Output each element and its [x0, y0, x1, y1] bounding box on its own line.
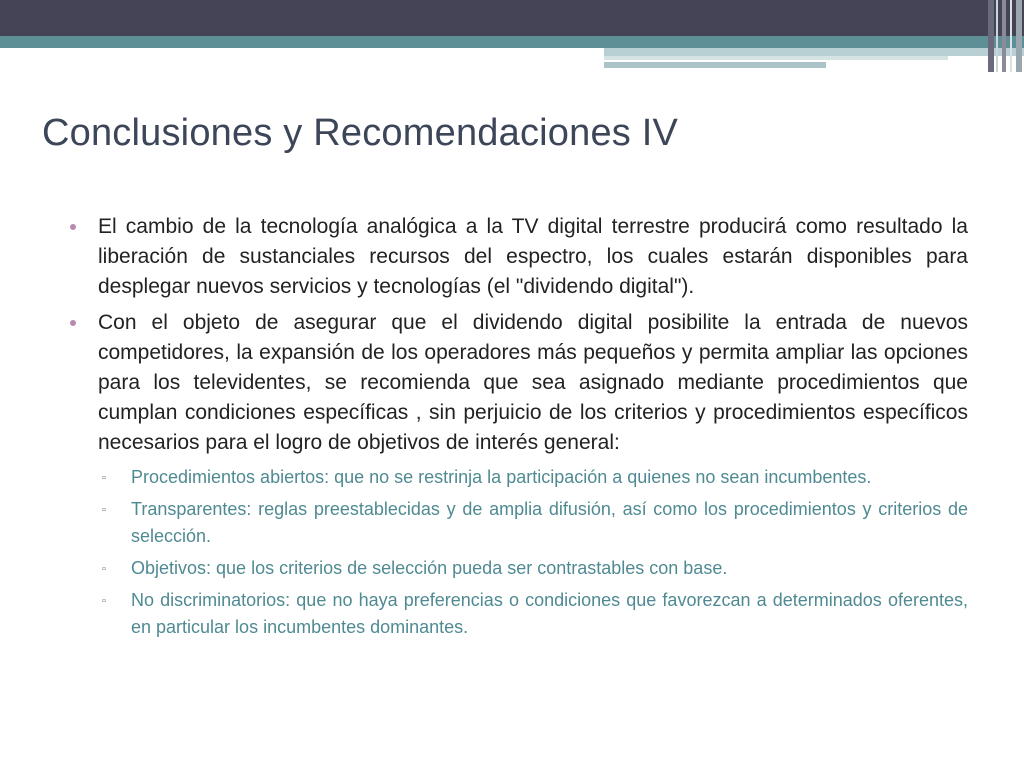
- bullet-text: Con el objeto de asegurar que el dividendo digital posibilite la entrada de nuevos competidores, la expansión de los operadores más pequeños y permita ampliar las opciones para los televidentes, se recomienda que sea asignado mediante procedimientos que cumplan condiciones específicas , sin perjuicio de los criterios y procedimientos específicos necesarios para el logro de objetivos de interés general:: [98, 311, 968, 454]
- bullet-list: [70, 212, 968, 641]
- square-bullet-icon: ▫: [102, 563, 106, 575]
- bullet-dot-icon: [70, 224, 76, 230]
- sub-bullet-text: Procedimientos abiertos: que no se restrinja la participación a quienes no sean incumbentes.: [131, 467, 872, 487]
- square-bullet-icon: ▫: [102, 504, 106, 516]
- bullet-dot-icon: [70, 320, 76, 326]
- sub-bullet-item: [98, 587, 968, 641]
- header-band-light: [604, 48, 1024, 56]
- bullet-item: [70, 308, 968, 641]
- header-band-light: [604, 62, 826, 68]
- slide-title: Conclusiones y Recomendaciones IV: [42, 112, 679, 154]
- decorative-stripe: [996, 0, 998, 72]
- decorative-stripe: [1016, 0, 1022, 72]
- sub-bullet-item: [98, 464, 968, 491]
- decorative-stripe: [1002, 0, 1006, 72]
- slide-body: [70, 212, 968, 647]
- header-band-light: [604, 56, 948, 60]
- bullet-text: El cambio de la tecnología analógica a la TV digital terrestre producirá como resultado la liberación de sustanciales recursos del espectro, los cuales estarán disponibles para desplegar nuevos servicios y tecnologías (el "dividendo digital").: [98, 215, 968, 298]
- square-bullet-icon: ▫: [102, 472, 106, 484]
- sub-bullet-text: Transparentes: reglas preestablecidas y de amplia difusión, así como los procedimientos y criterios de selección.: [131, 499, 968, 546]
- square-bullet-icon: ▫: [102, 595, 106, 607]
- sub-bullet-list: [98, 464, 968, 641]
- sub-bullet-item: [98, 555, 968, 582]
- decorative-stripe: [988, 0, 994, 72]
- header-band-dark: [0, 0, 1024, 36]
- decorative-stripe: [1010, 0, 1012, 72]
- sub-bullet-text: Objetivos: que los criterios de selección pueda ser contrastables con base.: [131, 558, 728, 578]
- sub-bullet-item: [98, 496, 968, 550]
- sub-bullet-text: No discriminatorios: que no haya preferencias o condiciones que favorezcan a determinados oferentes, en particular los incumbentes dominantes.: [131, 590, 968, 637]
- header-band-teal: [0, 36, 1024, 48]
- bullet-item: [70, 212, 968, 302]
